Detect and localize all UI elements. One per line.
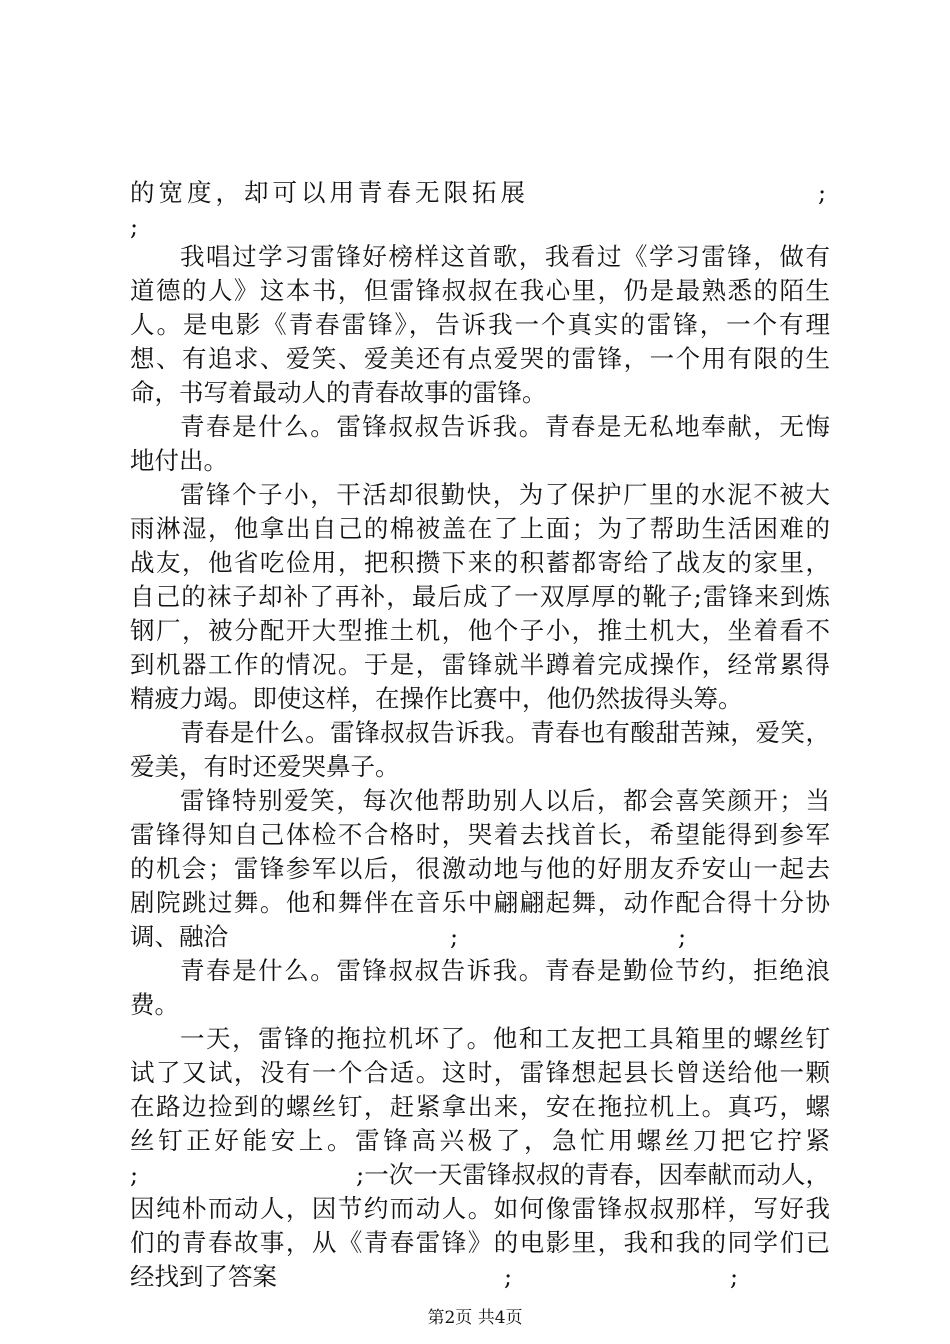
text-line: 命，书写着最动人的青春故事的雷锋。 [130,378,547,407]
text-line: 试了又试，没有一个合适。这时，雷锋想起县长曾送给他一颗 [130,1058,830,1087]
text-line: 雷锋个子小，干活却很勤快，为了保护厂里的水泥不被大 [180,480,830,509]
text-line: 费。 [130,990,179,1019]
text-line: 地付出。 [130,446,228,475]
semicolon-mark: ; [678,923,687,951]
semicolon-mark: ; [450,923,459,951]
semicolon-mark: ; [730,1263,739,1291]
text-line: 青春是什么。雷锋叔叔告诉我。青春是勤俭节约，拒绝浪 [180,956,830,985]
text-line: 战友，他省吃俭用，把积攒下来的积蓄都寄给了战友的家里， [130,548,830,577]
text-line: 青春是什么。雷锋叔叔告诉我。青春也有酸甜苦辣，爱笑， [180,718,830,747]
text-line: 们的青春故事，从《青春雷锋》的电影里，我和我的同学们已 [130,1228,830,1257]
text-line: 剧院跳过舞。他和舞伴在音乐中翩翩起舞，动作配合得十分协 [130,888,830,917]
text-line: 人。是电影《青春雷锋》，告诉我一个真实的雷锋，一个有理 [130,310,830,339]
text-line: 调、融洽 [130,922,228,951]
text-line: 丝钉正好能安上。雷锋高兴极了，急忙用螺丝刀把它拧紧 [130,1126,830,1155]
text-line: 的机会；雷锋参军以后，很激动地与他的好朋友乔安山一起去 [130,854,830,883]
text-line: 道德的人》这本书，但雷锋叔叔在我心里，仍是最熟悉的陌生 [130,276,830,305]
text-line: 因纯朴而动人，因节约而动人。如何像雷锋叔叔那样，写好我 [130,1194,830,1223]
semicolon-mark: ; [818,179,827,207]
text-line: 雨淋湿，他拿出自己的棉被盖在了上面；为了帮助生活困难的 [130,514,830,543]
text-line: 经找到了答案 [130,1262,277,1291]
text-line: 一天，雷锋的拖拉机坏了。他和工友把工具箱里的螺丝钉 [180,1024,830,1053]
text-line: 我唱过学习雷锋好榜样这首歌，我看过《学习雷锋，做有 [180,242,830,271]
semicolon-mark: ; [130,213,139,241]
page-number-footer: 第2页 共4页 [427,1308,523,1328]
text-line: 在路边捡到的螺丝钉，赶紧拿出来，安在拖拉机上。真巧，螺 [130,1092,830,1121]
text-line: 到机器工作的情况。于是，雷锋就半蹲着完成操作，经常累得 [130,650,830,679]
text-line: 爱美，有时还爱哭鼻子。 [130,752,400,781]
text-line: 的宽度，却可以用青春无限拓展 [130,178,529,207]
text-line: 精疲力竭。即使这样，在操作比赛中，他仍然拔得头筹。 [130,684,743,713]
text-line: 想、有追求、爱笑、爱美还有点爱哭的雷锋，一个用有限的生 [130,344,830,373]
text-line: 青春是什么。雷锋叔叔告诉我。青春是无私地奉献，无悔 [180,412,830,441]
text-line: 自己的袜子却补了再补，最后成了一双厚厚的靴子;雷锋来到炼 [130,582,830,611]
text-line: 雷锋得知自己体检不合格时，哭着去找首长，希望能得到参军 [130,820,830,849]
semicolon-mark: ; [504,1263,513,1291]
text-line: ;一次一天雷锋叔叔的青春，因奉献而动人， [356,1160,830,1189]
semicolon-mark: ; [130,1161,139,1189]
text-line: 雷锋特别爱笑，每次他帮助别人以后，都会喜笑颜开；当 [180,786,830,815]
text-line: 钢厂，被分配开大型推土机，他个子小，推土机大，坐着看不 [130,616,830,645]
